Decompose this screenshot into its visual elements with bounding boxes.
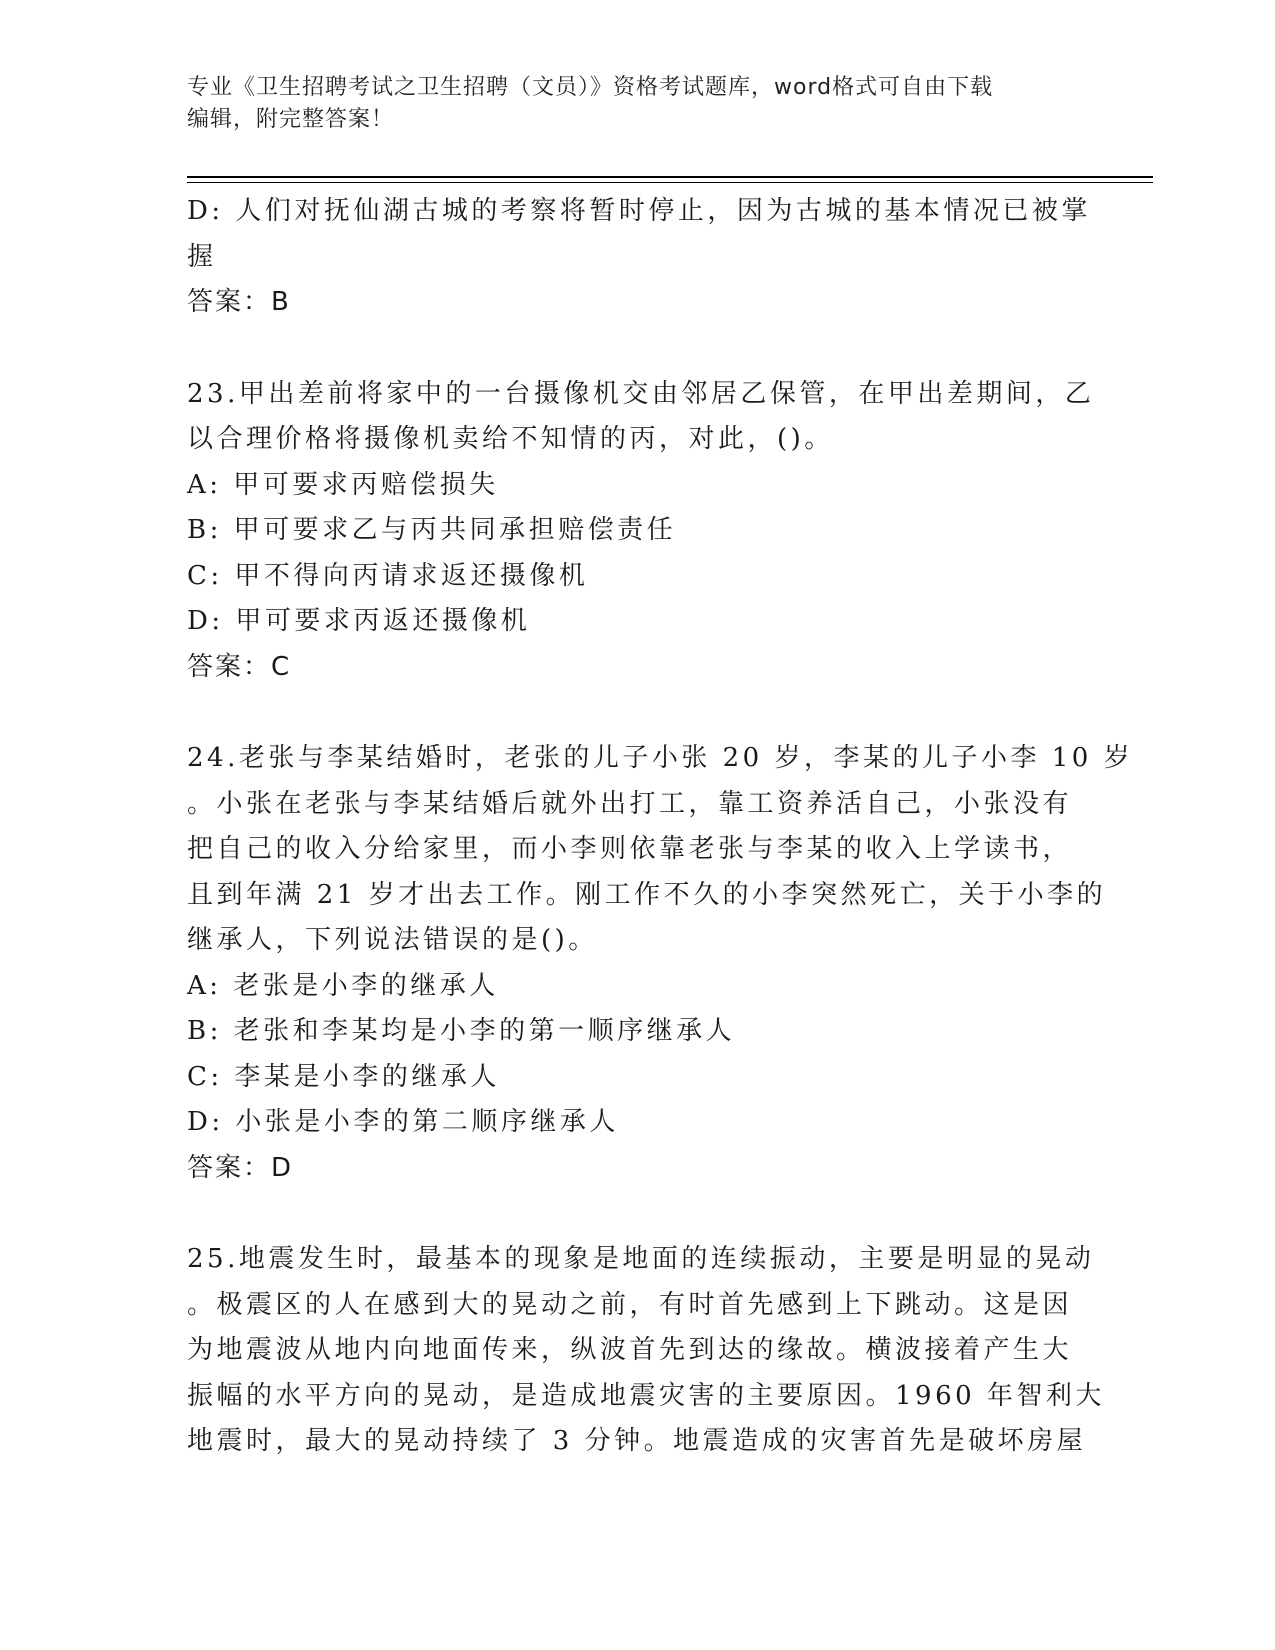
question-stem-line: 且到年满 21 岁才出去工作。刚工作不久的小李突然死亡，关于小李的 [187, 879, 1107, 910]
question-stem-line: 为地震波从地内向地面传来，纵波首先到达的缘故。横波接着产生大 [187, 1335, 1073, 1365]
question-stem-line: 振幅的水平方向的晃动，是造成地震灾害的主要原因。1960 年智利大 [187, 1380, 1105, 1411]
question-stem-line: 25.地震发生时，最基本的现象是地面的连续振动，主要是明显的晃动 [187, 1244, 1095, 1274]
question-24 [187, 736, 1134, 1191]
option-d: D: 小张是小李的第二顺序继承人 [187, 1107, 619, 1137]
option-b: B: 老张和李某均是小李的第一顺序继承人 [187, 1016, 736, 1046]
question-22-tail [187, 189, 1091, 326]
answer: 答案：B [187, 287, 291, 317]
option-a: A: 老张是小李的继承人 [187, 970, 499, 1001]
header-rule-thin [187, 182, 1153, 183]
question-23 [187, 372, 1095, 691]
document-body [187, 189, 1134, 1465]
question-stem-line: 地震时，最大的晃动持续了 3 分钟。地震造成的灾害首先是破坏房屋 [187, 1426, 1087, 1456]
option-d-line-2: 握 [187, 241, 217, 272]
question-stem-line: 。小张在老张与李某结婚后就外出打工，靠工资养活自己，小张没有 [187, 788, 1073, 819]
header-line-2: 编辑，附完整答案！ [187, 107, 395, 132]
header-line-1: 专业《卫生招聘考试之卫生招聘（文员）》资格考试题库，word格式可自由下载 [187, 75, 994, 100]
option-c: C: 甲不得向丙请求返还摄像机 [187, 560, 589, 591]
question-stem-line: 24.老张与李某结婚时，老张的儿子小张 20 岁，李某的儿子小李 10 岁 [187, 743, 1134, 773]
question-stem-line: 。极震区的人在感到大的晃动之前，有时首先感到上下跳动。这是因 [187, 1289, 1073, 1320]
question-stem-line: 以合理价格将摄像机卖给不知情的丙，对此，()。 [187, 424, 834, 454]
question-stem-line: 继承人，下列说法错误的是()。 [187, 925, 598, 955]
option-d-line-1: D: 人们对抚仙湖古城的考察将暂时停止，因为古城的基本情况已被掌 [187, 196, 1091, 226]
option-c: C: 李某是小李的继承人 [187, 1061, 500, 1092]
option-d: D: 甲可要求丙返还摄像机 [187, 606, 531, 636]
answer: 答案：D [187, 1152, 294, 1183]
option-a: A: 甲可要求丙赔偿损失 [187, 469, 499, 500]
question-stem-line: 23.甲出差前将家中的一台摄像机交由邻居乙保管，在甲出差期间，乙 [187, 378, 1095, 409]
answer: 答案：C [187, 651, 292, 682]
option-b: B: 甲可要求乙与丙共同承担赔偿责任 [187, 515, 677, 545]
question-stem-line: 把自己的收入分给家里，而小李则依靠老张与李某的收入上学读书， [187, 834, 1073, 864]
question-25 [187, 1237, 1105, 1465]
header-rule-thick [187, 176, 1153, 178]
document-header [187, 72, 1087, 136]
